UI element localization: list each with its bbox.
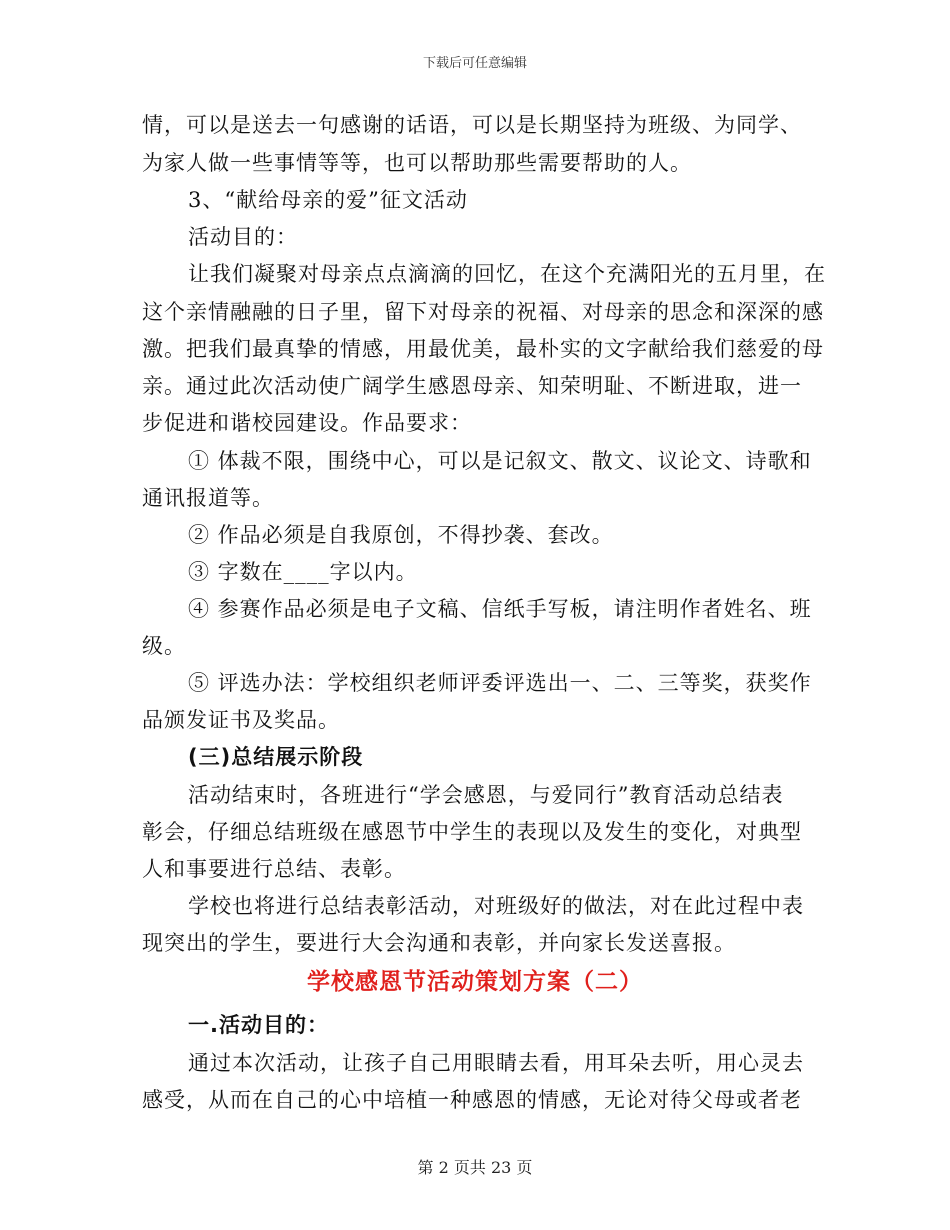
paragraph-line: 通过本次活动，让孩子自己用眼睛去看，用耳朵去听，用心灵去 bbox=[188, 1051, 804, 1075]
paragraph-line: 活动目的： bbox=[188, 225, 298, 249]
list-item: ④ 参赛作品必须是电子文稿、信纸手写板，请注明作者姓名、班 bbox=[188, 597, 812, 621]
list-item-continuation: 级。 bbox=[142, 634, 186, 658]
paragraph-line: 活动结束时，各班进行“学会感恩，与爱同行”教育活动总结表 bbox=[188, 783, 784, 807]
paragraph-line: 情，可以是送去一句感谢的话语，可以是长期坚持为班级、为同学、 bbox=[142, 113, 802, 137]
paragraph-line: 亲。通过此次活动使广阔学生感恩母亲、知荣明耻、不断进取，进一 bbox=[142, 374, 802, 398]
page-header: 下载后可任意编辑 bbox=[422, 56, 527, 71]
document-title: 学校感恩节活动策划方案（二） bbox=[307, 969, 643, 995]
paragraph-line: 激。把我们最真挚的情感，用最优美，最朴实的文字献给我们慈爱的母 bbox=[142, 337, 824, 361]
paragraph-line: 现突出的学生，要进行大会沟通和表彰，并向家长发送喜报。 bbox=[142, 931, 736, 955]
list-item-continuation: 通讯报道等。 bbox=[142, 486, 274, 510]
list-item: ③ 字数在____字以内。 bbox=[188, 560, 418, 584]
paragraph-line: 为家人做一些事情等等，也可以帮助那些需要帮助的人。 bbox=[142, 151, 692, 175]
list-item-continuation: 品颁发证书及奖品。 bbox=[142, 708, 340, 732]
paragraph-line: 学校也将进行总结表彰活动，对班级好的做法，对在此过程中表 bbox=[188, 894, 804, 918]
list-item: ② 作品必须是自我原创，不得抄袭、套改。 bbox=[188, 523, 614, 547]
paragraph-line: 彰会，仔细总结班级在感恩节中学生的表现以及发生的变化，对典型 bbox=[142, 820, 802, 844]
paragraph-line: 感受，从而在自己的心中培植一种感恩的情感，无论对待父母或者老 bbox=[142, 1088, 802, 1112]
paragraph-line: 人和事要进行总结、表彰。 bbox=[142, 857, 406, 881]
paragraph-line: 让我们凝聚对母亲点点滴滴的回忆，在这个充满阳光的五月里，在 bbox=[188, 262, 826, 286]
list-item: ① 体裁不限，围绕中心，可以是记叙文、散文、议论文、诗歌和 bbox=[188, 449, 812, 473]
paragraph-line: 步促进和谐校园建设。作品要求： bbox=[142, 411, 472, 435]
page-footer: 第 2 页共 23 页 bbox=[417, 1158, 533, 1177]
section-heading: (三)总结展示阶段 bbox=[188, 745, 364, 769]
section-heading: 一.活动目的： bbox=[188, 1013, 329, 1037]
section-heading: 3、“献给母亲的爱”征文活动 bbox=[188, 188, 468, 212]
paragraph-line: 这个亲情融融的日子里，留下对母亲的祝福、对母亲的思念和深深的感 bbox=[142, 300, 824, 324]
list-item: ⑤ 评选办法：学校组织老师评委评选出一、二、三等奖，获奖作 bbox=[188, 671, 812, 695]
